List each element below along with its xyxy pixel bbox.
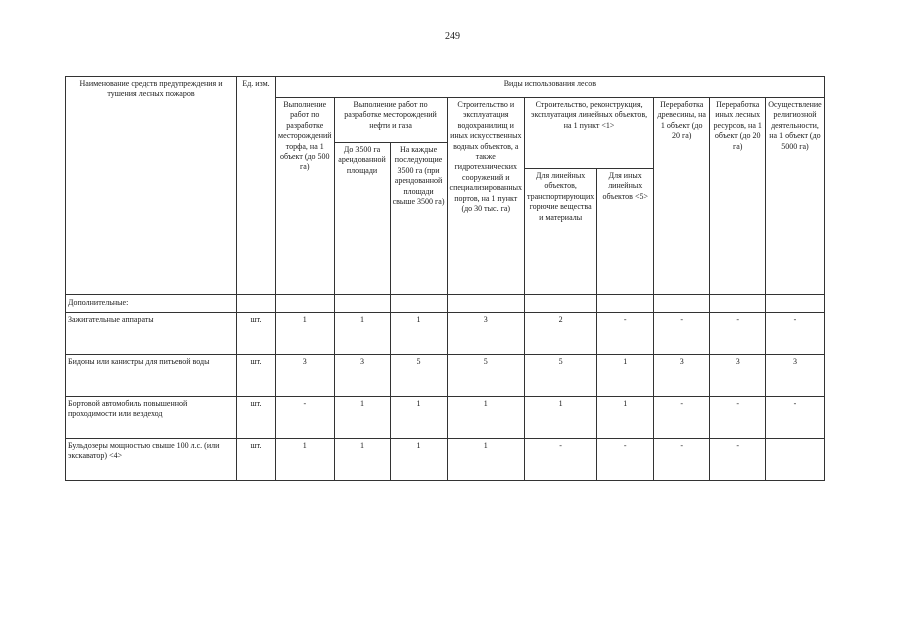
cell-value: - (710, 313, 766, 355)
cell-value: 1 (447, 439, 524, 481)
cell-value (766, 439, 825, 481)
fire-equipment-table (65, 76, 825, 481)
cell-value: 3 (334, 355, 390, 397)
cell-value: 1 (276, 313, 335, 355)
cell-value: 1 (447, 397, 524, 439)
header-linear: Строительство, реконструкция, эксплуатация линейных объектов, на 1 пункт <1> (524, 98, 653, 169)
page-number: 249 (445, 31, 460, 42)
cell-value: 1 (334, 397, 390, 439)
cell-value: - (766, 313, 825, 355)
table-row (66, 439, 825, 481)
header-oil-gas: Выполнение работ по разработке месторождений нефти и газа (334, 98, 447, 143)
cell-value: 3 (654, 355, 710, 397)
cell-value: - (276, 397, 335, 439)
cell-value: 1 (276, 439, 335, 481)
header-oil-gas-sub2: На каждые последующие 3500 га (при арендованной площади свыше 3500 га) (390, 143, 447, 295)
row-unit: шт. (237, 355, 276, 397)
cell-value: - (597, 439, 654, 481)
header-other-resources: Переработка иных лесных ресурсов, на 1 объект (до 20 га) (710, 98, 766, 295)
cell-value: - (766, 397, 825, 439)
header-wood: Переработка древесины, на 1 объект (до 20 га) (654, 98, 710, 295)
cell-value: 3 (447, 313, 524, 355)
header-unit-col: Ед. изм. (237, 77, 276, 295)
row-name: Бидоны или канистры для питьевой воды (66, 355, 237, 397)
header-religious: Осуществление религиозной деятельности, на 1 объект (до 5000 га) (766, 98, 825, 295)
row-name: Бортовой автомобиль повышенной проходимости или вездеход (66, 397, 237, 439)
cell-value: - (710, 397, 766, 439)
cell-value: 3 (766, 355, 825, 397)
cell-value: 1 (390, 397, 447, 439)
cell-value: 5 (524, 355, 596, 397)
cell-value: - (524, 439, 596, 481)
cell-value: 1 (597, 397, 654, 439)
cell-value: 1 (597, 355, 654, 397)
cell-value: 2 (524, 313, 596, 355)
header-oil-gas-sub1: До 3500 га арендованной площади (334, 143, 390, 295)
cell-value: 1 (390, 439, 447, 481)
cell-value: 5 (390, 355, 447, 397)
cell-value: 3 (276, 355, 335, 397)
section-label: Дополнительные: (66, 295, 237, 313)
table-row (66, 313, 825, 355)
cell-value: - (654, 397, 710, 439)
cell-value: 1 (334, 313, 390, 355)
cell-value: 1 (524, 397, 596, 439)
cell-value: - (597, 313, 654, 355)
row-unit: шт. (237, 439, 276, 481)
row-unit: шт. (237, 313, 276, 355)
section-row (66, 295, 825, 313)
cell-value: - (710, 439, 766, 481)
cell-value: 1 (334, 439, 390, 481)
header-linear-sub1: Для линейных объектов, транспортирующих горючие вещества и материалы (524, 169, 596, 295)
row-name: Зажигательные аппараты (66, 313, 237, 355)
table-row (66, 397, 825, 439)
header-peat: Выполнение работ по разработке месторождений торфа, на 1 объект (до 500 га) (276, 98, 335, 295)
header-row-1 (66, 77, 825, 98)
cell-value: 1 (390, 313, 447, 355)
cell-value: - (654, 313, 710, 355)
table-row (66, 355, 825, 397)
row-name: Бульдозеры мощностью свыше 100 л.с. (или экскаватор) <4> (66, 439, 237, 481)
row-unit: шт. (237, 397, 276, 439)
header-water: Строительство и эксплуатация водохранилищ и иных искусственных водных объектов, а также гидротехнических сооружений и специализированных портов, на 1 пункт (до 30 тыс. га) (447, 98, 524, 295)
header-linear-sub2: Для иных линейных объектов <5> (597, 169, 654, 295)
header-name-col: Наименование средств предупреждения и тушения лесных пожаров (66, 77, 237, 295)
cell-value: 3 (710, 355, 766, 397)
cell-value: - (654, 439, 710, 481)
cell-value: 5 (447, 355, 524, 397)
header-usage-group: Виды использования лесов (276, 77, 825, 98)
